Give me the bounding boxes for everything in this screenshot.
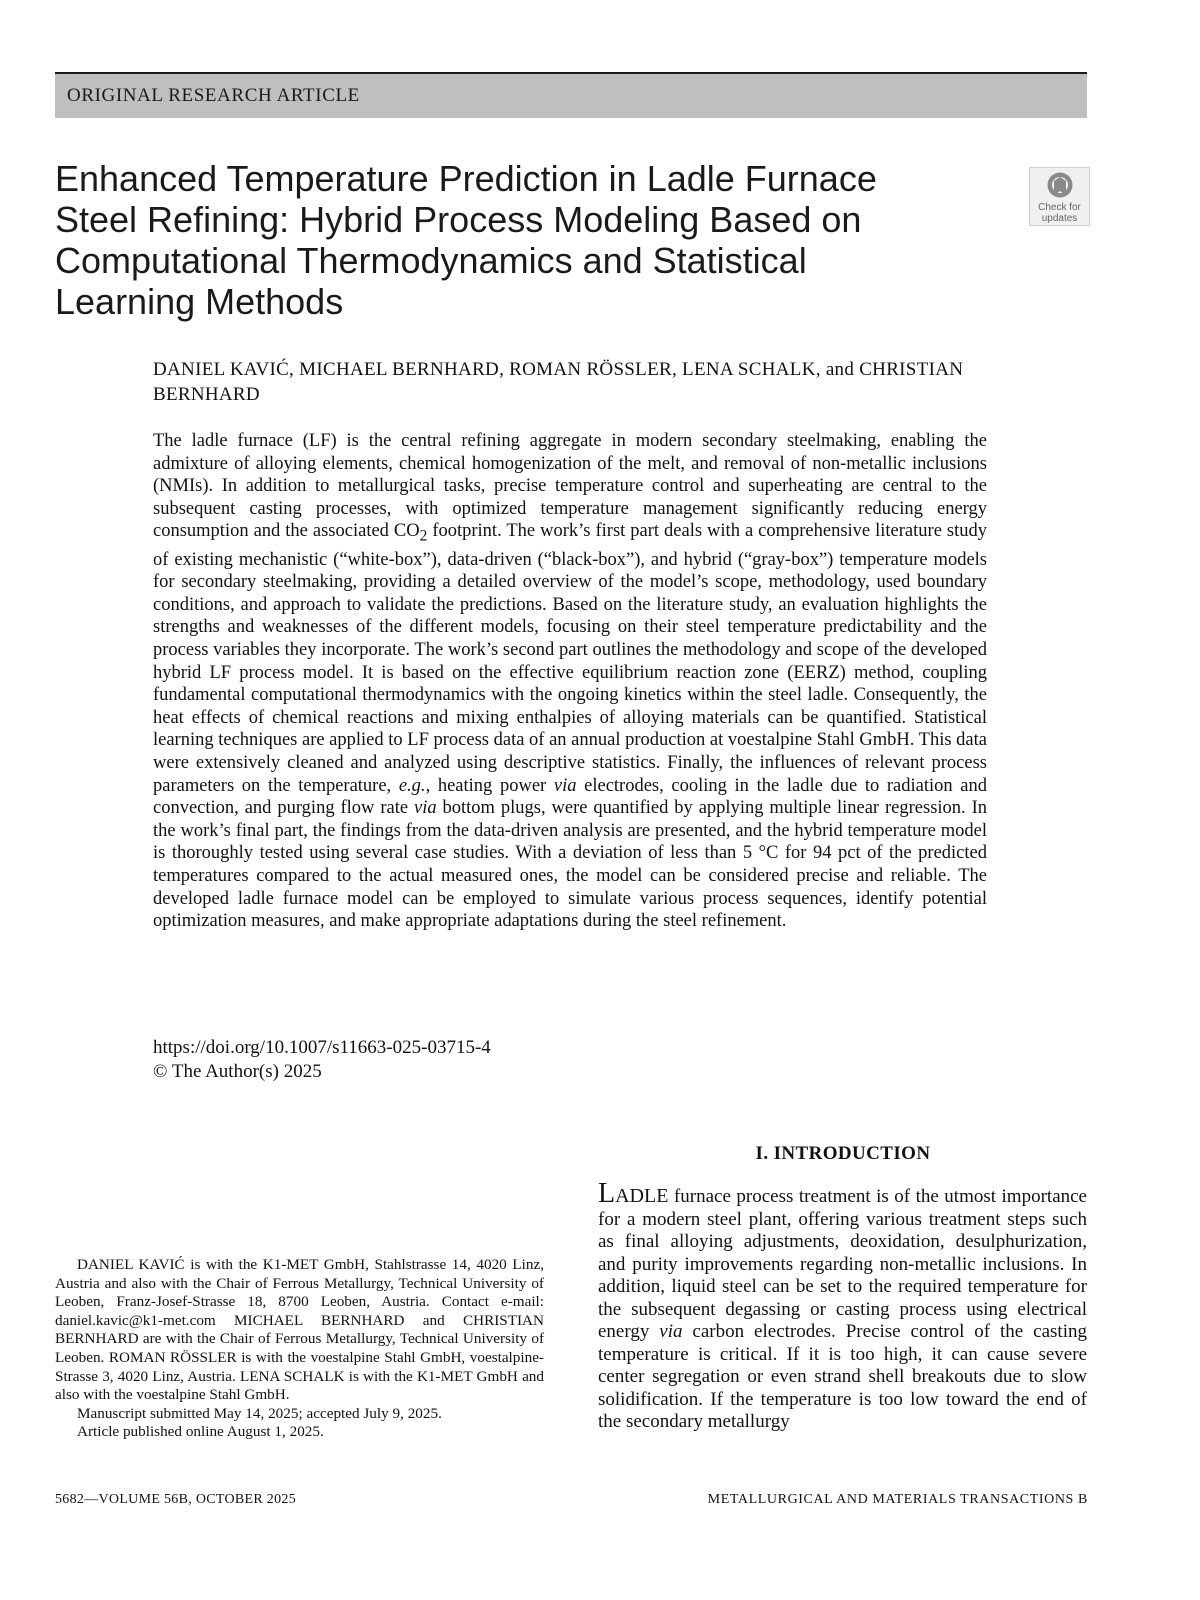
section-label: ORIGINAL RESEARCH ARTICLE [67,85,360,106]
co2-subscript: 2 [419,528,428,546]
copyright-notice: © The Author(s) 2025 [153,1061,322,1082]
affiliations-text: DANIEL KAVIĆ is with the K1-MET GmbH, Stahlstrasse 14, 4020 Linz, Austria and also with the Chair of Ferrous Metallurgy, Technical University of Leoben, Franz-Josef-Strasse 18, 8700 Leoben, Austria. Contact e-mail: daniel.kavic@k1-met.com MICHAEL BERNHARD and CHRISTIAN BERNHARD are with the Chair of Ferrous Metallurgy, Technical University of Leoben. ROMAN RÖSSLER is with the voestalpine Stahl GmbH, voestalpine-Strasse 3, 4020 Linz, Austria. LENA SCHALK is with the K1-MET GmbH and also with the voestalpine Stahl GmbH. [55,1256,544,1404]
drop-cap: L [598,1178,616,1209]
introduction-text: furnace process treatment is of the utmost importance for a modern steel plant, offering various treatment steps such as final alloying adjustments, deoxidation, desulphurization, and purity improvements regarding non-metallic inclusions. In addition, liquid steel can be set to the required temperature for the subsequent degassing or casting process using electrical energy [598,1186,1087,1342]
abstract [153,430,987,933]
abstract-text: footprint. The work’s first part deals with a comprehensive literature study of existing mechanistic (“white-box”), data-driven (“black-box”), and hybrid (“gray-box”) temperature models for secondary steelmaking, providing a detailed overview of the model’s scope, methodology, used boundary conditions, and approach to validate the predictions. Based on the literature study, an evaluation highlights the strengths and weaknesses of the different models, focusing on their steel temperature predictability and the process variables they incorporate. The work’s second part outlines the methodology and scope of the developed hybrid LF process model. It is based on the effective equilibrium reaction zone (EERZ) method, coupling fundamental computational thermodynamics with the ongoing kinetics within the steel ladle. Consequently, the heat effects of chemical reactions and mixing enthalpies of alloying materials can be quantified. Statistical learning techniques are applied to LF process data of an annual production at voestalpine Stahl GmbH. This data were extensively cleaned and analyzed using descriptive statistics. Finally, the influences of relevant process parameters on the temperature, [153,521,987,796]
crossmark-icon [1046,171,1074,201]
submission-dates: Manuscript submitted May 14, 2025; accepted July 9, 2025. [77,1404,442,1422]
introduction-heading: I. INTRODUCTION [755,1143,931,1164]
abstract-text: electrodes, cooling in the ladle due to radiation and convection, and purging flow rate [153,775,988,819]
abstract-emphasis: via [413,798,437,819]
small-caps-word: ADLE [615,1185,669,1207]
author-list: DANIEL KAVIĆ, MICHAEL BERNHARD, ROMAN RÖSSLER, LENA SCHALK, and CHRISTIAN BERNHARD [153,359,964,405]
doi-link[interactable]: https://doi.org/10.1007/s11663-025-03715-4 [153,1037,491,1058]
abstract-emphasis: e.g. [398,775,426,796]
page-footer-journal: METALLURGICAL AND MATERIALS TRANSACTIONS B [707,1492,1088,1507]
introduction-emphasis: via [659,1321,683,1342]
author-affiliations-footnote [55,1256,544,1442]
section-header-band [55,72,1087,118]
check-for-updates-label: Check for updates [1038,202,1081,224]
introduction-text: carbon electrodes. Precise control of the casting temperature is critical. If it is too high, it can cause severe center segregation or even strand shell breakouts due to slow solidification. If the temperature is too low toward the end of the secondary metallurgy [598,1321,1087,1432]
publication-date: Article published online August 1, 2025. [77,1423,324,1441]
abstract-text: , heating power [425,775,554,796]
abstract-text: bottom plugs, were quantified by applying multiple linear regression. In the work’s final part, the findings from the data-driven analysis are presented, and the hybrid temperature model is thoroughly tested using several case studies. With a deviation of less than 5 °C for 94 pct of the predicted temperatures compared to the actual measured ones, the model can be considered precise and reliable. The developed ladle furnace model can be employed to simulate various process sequences, identify potential optimization measures, and make appropriate adaptations during the steel refinement. [153,798,987,932]
abstract-emphasis: via [553,775,577,796]
introduction-paragraph [598,1178,1087,1434]
abstract-text: The ladle furnace (LF) is the central refining aggregate in modern secondary steelmaking, enabling the admixture of alloying elements, chemical homogenization of the melt, and removal of non-metallic inclusions (NMIs). In addition to metallurgical tasks, precise temperature control and superheating are central to the subsequent casting processes, with optimized temperature management significantly reducing energy consumption and the associated CO [153,431,987,542]
check-for-updates-badge[interactable] [1029,167,1090,226]
article-title: Enhanced Temperature Prediction in Ladle Furnace Steel Refining: Hybrid Process Modeling Based on Computational Thermodynamics and Statistical Learning Methods [55,158,877,322]
page-footer-volume: 5682—VOLUME 56B, OCTOBER 2025 [55,1492,297,1507]
doi-block [153,1036,853,1084]
